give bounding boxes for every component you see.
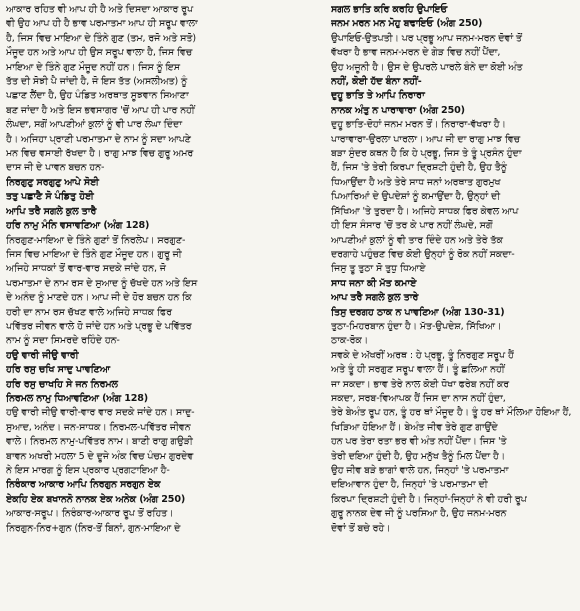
left-column-quote-line: ਏਕਹਿ ਏਕ ਬਖਾਨਨੋ ਨਾਨਕ ਏਕ ਅਨੇਕ (ਅੰਗ 250) (6, 493, 186, 505)
right-column-text-line: ਹਨ ਪਰ ਤੇਰਾ ਰਤਾ ਭਰ ਵੀ ਅੰਤ ਨਹੀਂ ਪੈਂਦਾ। ਜਿਸ 'ਤੇ (331, 436, 507, 448)
right-column-quote-line: ਜਨਮ ਮਰਨ ਮਨ ਮੋਹੁ ਬਢਾਇਓ (ਅੰਗ 250) (331, 18, 483, 30)
left-column-text-line: ਸੁਆਦ, ਅਨੰਦ। ਜਨ-ਸਾਧਕ। ਨਿਰਮਲ-ਪਵਿੱਤਰ ਜੀਵਨ (6, 421, 191, 433)
left-column-text-line: ਆਕਾਰ ਰਹਿਤ ਵੀ ਆਪ ਹੀ ਹੈ ਅਤੇ ਦਿਸਦਾ ਆਕਾਰ ਰੂਪ (6, 4, 193, 15)
right-column-text-line: ਤੇਰੇ ਬੇਅੰਤ ਰੂਪ ਹਨ, ਤੂੰ ਹਰ ਥਾਂ ਮੌਜੂਦ ਹੈ। ਤੂੰ ਹਰ ਥਾਂ ਮੌਲਿਆ ਹੋਇਆ ਹੈਂ, (331, 407, 572, 419)
left-column-text-line: ਆਕਾਰ-ਸਰੂਪ। ਨਿਰੰਕਾਰ-ਆਕਾਰ ਰੂਪ ਤੋਂ ਰਹਿਤ। (6, 508, 174, 520)
right-column-text-line: ਦਰਗਾਹੇ ਪਹੁੰਚਣ ਵਿਚ ਕੋਈ ਉਨ੍ਹਾਂ ਨੂੰ ਰੋਕ ਨਹੀਂ ਸਕਦਾ- (331, 248, 515, 260)
left-column-text-line: ਪਛਾਣ ਲੈਂਦਾ ਹੈ, ਉਹ ਪੰਡਿਤ ਅਰਥਾਤ ਸੂਝਵਾਨ ਸਿਆਣਾ (6, 90, 189, 102)
left-column-text-line: ਤੱਤ ਦੀ ਸੋਝੀ ਪੈ ਜਾਂਦੀ ਹੈ, ਜੋ ਇਸ ਤੱਤ (ਅਸਲੀਅਤ) ਨੂੰ (6, 76, 188, 88)
right-column-text-line: ਤੁਠਾ-ਮਿਹਰਬਾਨ ਹੁੰਦਾ ਹੈ। ਮੱਤ-ਉਪਦੇਸ਼, ਸਿੱਖਿਆ। (331, 320, 502, 332)
right-column-quote-line: ਦੁਹੂ ਭਾਤਿ ਤੇ ਆਪਿ ਨਿਰਾਰਾ (331, 90, 425, 102)
left-column-text-line: ਹੈ। ਅਜਿਹਾ ਪ੍ਰਾਣੀ ਪਰਮਾਤਮਾ ਦੇ ਨਾਮ ਨੂੰ ਸਦਾ ਆਪਣੇ (6, 133, 191, 145)
left-column-text-line: ਨਾਮ ਨੂੰ ਸਦਾ ਸਿਮਰਦੇ ਰਹਿੰਦੇ ਹਨ- (6, 335, 120, 347)
right-column-text-line: ਪਾਰਾਵਾਰਾ-ਉਰਲਾ ਪਾਰਲਾ। ਆਪ ਜੀ ਦਾ ਰਾਗੁ ਮਾਝ ਵਿਚ (331, 133, 521, 145)
left-column-text-line: ਬਣ ਜਾਂਦਾ ਹੈ ਅਤੇ ਇਸ ਭਵਸਾਗਰ 'ਚੋਂ ਆਪ ਹੀ ਪਾਰ ਨਹੀਂ (6, 104, 195, 116)
right-column-text-line: ਸਕਦਾ, ਸਰਬ-ਵਿਆਪਕ ਹੈਂ ਜਿਸ ਦਾ ਨਾਸ ਨਹੀਂ ਹੁੰਦਾ, (331, 392, 506, 404)
right-column-text-line: ਅਤੇ ਤੂੰ ਹੀ ਸਰਗੁਣ ਸਰੂਪ ਵਾਲਾ ਹੈਂ। ਤੂੰ ਛਲਿਆ ਨਹੀਂ (331, 364, 505, 376)
right-column-text-line: ਦੋਵਾਂ ਤੋਂ ਬਚੇ ਰਹੇ। (331, 522, 391, 534)
right-column-quote-line: ਨਹੀਂ, ਕੋਈ ਹੱਦ ਬੰਨਾ ਨਹੀਂ- (331, 76, 422, 88)
left-column-text-line: ਵਾਲੇ। ਨਿਰਮਲ ਨਾਮੁ-ਪਵਿੱਤਰ ਨਾਮ। ਬਾਣੀ ਰਾਗੁ ਗਉੜੀ (6, 436, 193, 448)
right-column-text-line: ਤੇਰੀ ਦਇਆ ਹੁੰਦੀ ਹੈ, ਉਹ ਮਨੁੱਖ ਤੈਨੂੰ ਮਿਲ ਪੈਂਦਾ ਹੈ। (331, 450, 506, 462)
right-column-text-line: ਆਪਣੀਆਂ ਕੁਲਾਂ ਨੂੰ ਵੀ ਤਾਰ ਦਿੰਦੇ ਹਨ ਅਤੇ ਤੇਰੇ ਤੱਕ (331, 234, 503, 246)
right-column-text-line: ਜਿਸੁ ਤੂ ਤੁਠਾ ਸੋ ਤੁਧੁ ਧਿਆਏ (331, 263, 426, 275)
left-column-text-line: ਹਉ ਵਾਰੀ ਜੀਉ ਵਾਰੀ-ਵਾਰ ਵਾਰ ਸਦਕੇ ਜਾਂਦੇ ਹਨ। ਸਾਦੁ- (6, 407, 195, 419)
left-column-quote-line: ਹਰਿ ਨਾਮੁ ਮੰਨਿ ਵਸਾਵਣਿਆ (ਅੰਗ 128) (6, 220, 150, 232)
left-column-text-line: ਵੀ ਉਹ ਆਪ ਹੀ ਹੈ ਭਾਵ ਪਰਮਾਤਮਾ ਆਪ ਹੀ ਸਰੂਪ ਵਾਲਾ (6, 18, 198, 30)
left-column-text-line: ਹਰੀ ਦਾ ਨਾਮ ਰਸ ਚੱਖਣ ਵਾਲੇ ਅਜਿਹੇ ਸਾਧਕ ਫਿਰ (6, 306, 172, 318)
left-column-text-line: ਪਵਿੱਤਰ ਜੀਵਨ ਵਾਲੇ ਹੋ ਜਾਂਦੇ ਹਨ ਅਤੇ ਪ੍ਰਭੂ ਦੇ ਪਵਿੱਤਰ (6, 320, 192, 332)
right-column-text-line: ਉਪਾਇਓ-ਉਤਪਤੀ। ਪਰ ਪ੍ਰਭੂ ਆਪ ਜਨਮ-ਮਰਨ ਦੋਵਾਂ ਤੋਂ (331, 32, 522, 44)
right-column-text-line: ਖਿੜਿਆ ਹੋਇਆ ਹੈਂ। ਬੇਅੰਤ ਜੀਵ ਤੇਰੇ ਗੁਣ ਗਾਉਂਦੇ (331, 421, 498, 433)
right-text-column (331, 3, 574, 609)
left-column-quote-line: ਨਿਰੰਕਾਰ ਆਕਾਰ ਆਪਿ ਨਿਰਗੁਨ ਸਰਗੁਨ ਏਕ (6, 479, 161, 491)
left-column-text-line: ਮਾਇਆ ਦੇ ਤਿੰਨੇ ਗੁਣ ਮੌਜੂਦ ਨਹੀਂ ਹਨ। ਜਿਸ ਨੂੰ ਇਸ (6, 61, 181, 73)
right-column-quote-line: ਨਾਨਕ ਅੰਤੁ ਨ ਪਾਰਾਵਾਰਾ (ਅੰਗ 250) (331, 104, 465, 116)
left-column-text-line: ਨਿਰਗੁਨ-ਨਿਰ+ਗੁਨ (ਨਿਰ-ਤੋਂ ਬਿਨਾਂ, ਗੁਨ-ਮਾਇਆ ਦੇ (6, 522, 181, 534)
right-column-text-line: ਕਿਰਪਾ ਦ੍ਰਿਸ਼ਟੀ ਹੁੰਦੀ ਹੈ। ਜਿਨ੍ਹਾਂ-ਜਿਨ੍ਹਾਂ ਨੇ ਵੀ ਹਰੀ ਰੂਪ (331, 493, 527, 505)
left-column-text-line: ਮਨ ਵਿਚ ਵਸਾਈ ਰੱਖਦਾ ਹੈ। ਰਾਗੁ ਮਾਝ ਵਿਚ ਗੁਰੂ ਅਮਰ (6, 148, 194, 160)
right-column-text-line: ਵੱਖਰਾ ਹੈ ਭਾਵ ਜਨਮ-ਮਰਨ ਦੇ ਗੇੜ ਵਿਚ ਨਹੀਂ ਪੈਂਦਾ, (331, 47, 501, 59)
right-column-quote-line: ਸਾਧ ਜਨਾ ਕੀ ਮੱਤ ਕਮਾਏ (331, 277, 417, 289)
left-column-quote-line: ਆਪਿ ਤਰੈ ਸਗਲੇ ਕੁਲ ਤਾਰੈ (6, 205, 97, 217)
right-column-text-line: ਠਾਕ-ਰੋਕ। (331, 335, 369, 347)
left-column-text-line: ਨਿਰਗੁਣ-ਮਾਇਆ ਦੇ ਤਿੰਨੇ ਗੁਣਾਂ ਤੋਂ ਨਿਰਲੇਪ। ਸਰਗੁਣ- (6, 234, 186, 246)
left-column-quote-line: ਹਰਿ ਰਸੁ ਚਾਖਹਿ ਸੇ ਜਨ ਨਿਰਮਲ (6, 378, 118, 390)
left-column-text-line: ਹੈ, ਜਿਸ ਵਿਚ ਮਾਇਆ ਦੇ ਤਿੰਨੇ ਗੁਣ (ਤਮ, ਰਜੋ ਅਤੇ ਸਤੋ) (6, 32, 196, 44)
left-column-text-line: ਨੇ ਇਸ ਮਾਰਗ ਨੂੰ ਇਸ ਪ੍ਰਕਾਰ ਪ੍ਰਗਟਾਇਆ ਹੈ- (6, 465, 170, 476)
left-column-text-line: ਦੇ ਅਨੰਦ ਨੂੰ ਮਾਣਦੇ ਹਨ। ਆਪ ਜੀ ਦੇ ਹੋਰ ਬਚਨ ਹਨ ਕਿ (6, 292, 192, 304)
right-column-text-line: ਬੜਾ ਸੁੰਦਰ ਕਥਨ ਹੈ ਕਿ ਹੇ ਪ੍ਰਭੂ, ਜਿਸ ਤੇ ਤੂੰ ਪ੍ਰਸੰਨ ਹੁੰਦਾ (331, 148, 522, 160)
right-column-text-line: ਉਹ ਅਜੂਨੀ ਹੈ। ਉਸ ਦੇ ਉਪਰਲੇ ਪਾਰਲੇ ਬੰਨੇ ਦਾ ਕੋਈ ਅੰਤ (331, 61, 523, 73)
left-column-quote-line: ਤਤੁ ਪਛਾਣੈ ਸੋ ਪੰਡਿਤੁ ਹੋਈ (6, 191, 94, 203)
left-column-quote-line: ਨਿਰਮਲ ਨਾਮੁ ਧਿਆਵਣਿਆ (ਅੰਗ 128) (6, 392, 149, 404)
left-column-text-line: ਜਿਸ ਵਿਚ ਮਾਇਆ ਦੇ ਤਿੰਨੇ ਗੁਣ ਮੌਜੂਦ ਹਨ। ਗੁਰੂ ਜੀ (6, 248, 182, 260)
right-column-quote-line: ਤਿਸੁ ਦਰਗਹ ਠਾਕ ਨ ਪਾਵਣਿਆ (ਅੰਗ 130-31) (331, 306, 505, 318)
left-text-column (6, 3, 322, 609)
right-column-text-line: ਜਾ ਸਕਦਾ। ਭਾਵ ਤੇਰੇ ਨਾਲ ਕੋਈ ਧੋਖਾ ਫਰੇਬ ਨਹੀਂ ਕਰ (331, 378, 510, 390)
left-column-quote-line: ਹਉ ਵਾਰੀ ਜੀਉ ਵਾਰੀ (6, 349, 79, 361)
right-column-quote-line: ਆਪ ਤਰੈ ਸਗਲੇ ਕੁਲ ਤਾਰੇ (331, 292, 419, 304)
right-column-text-line: ਸਿੱਖਿਆ 'ਤੇ ਤੁਰਦਾ ਹੈ। ਅਜਿਹੇ ਸਾਧਕ ਫਿਰ ਕੇਵਲ ਆਪ (331, 205, 519, 217)
right-column-text-line: ਧਿਆਉਂਦਾ ਹੈ ਅਤੇ ਤੇਰੇ ਸਾਧ ਜਨਾਂ ਅਰਥਾਤ ਗੁਰਮੁਖ (331, 176, 501, 188)
right-column-text-line: ਉਹ ਜੀਵ ਬੜੇ ਭਾਗਾਂ ਵਾਲੇ ਹਨ, ਜਿਨ੍ਹਾਂ 'ਤੇ ਪਰਮਾਤਮਾ (331, 465, 509, 476)
left-column-text-line: ਪਰਮਾਤਮਾ ਦੇ ਨਾਮ ਰਸ ਦੇ ਸੁਆਦ ਨੂੰ ਚੱਖਦੇ ਹਨ ਅਤੇ ਇਸ (6, 277, 198, 289)
right-column-text-line: ਦੁਹੂ ਭਾਤਿ-ਦੋਹਾਂ ਜਨਮ ਮਰਨ ਤੋਂ। ਨਿਰਾਰਾ-ਵੱਖਰਾ ਹੈ। (331, 119, 506, 131)
right-column-quote-line: ਸਗਲ ਭਾਤਿ ਕਰਿ ਕਰਹਿ ਉਪਾਇਓ (331, 4, 448, 15)
left-column-quote-line: ਹਰਿ ਰਸੁ ਚਖਿ ਸਾਦੁ ਪਾਵਣਿਆ (6, 364, 111, 376)
left-column-text-line: ਲੰਘਦਾ, ਸਗੋਂ ਆਪਣੀਆਂ ਕੁਲਾਂ ਨੂੰ ਵੀ ਪਾਰ ਲੰਘਾ ਦਿੰਦਾ (6, 119, 182, 131)
right-column-text-line: ਪਿਆਰਿਆਂ ਦੇ ਉਪਦੇਸ਼ਾਂ ਨੂੰ ਕਮਾਉਂਦਾ ਹੈ, ਉਨ੍ਹਾਂ ਦੀ (331, 191, 501, 203)
right-column-text-line: ਦਇਆਵਾਨ ਹੁੰਦਾ ਹੈ, ਜਿਨ੍ਹਾਂ 'ਤੇ ਪਰਮਾਤਮਾ ਦੀ (331, 479, 488, 491)
left-column-quote-line: ਨਿਰਗੁਣੁ ਸਰਗੁਣੁ ਆਪੇ ਸੋਈ (6, 176, 99, 188)
right-column-text-line: ਹੀ ਇਸ ਸੰਸਾਰ 'ਚੋਂ ਤਰ ਕੇ ਪਾਰ ਨਹੀਂ ਲੰਘਦੇ, ਸਗੋਂ (331, 220, 493, 232)
left-column-text-line: ਦਾਸ ਜੀ ਦੇ ਪਾਵਨ ਬਚਨ ਹਨ- (6, 162, 105, 174)
left-column-text-line: ਬਾਵਨ ਅਖਰੀ ਮਹਲਾ 5 ਦੇ ਦੂਜੇ ਅੰਕ ਵਿਚ ਪੰਚਮ ਗੁਰਦੇਵ (6, 450, 194, 462)
right-column-text-line: ਹੈਂ, ਜਿਸ 'ਤੇ ਤੇਰੀ ਕਿਰਪਾ ਦ੍ਰਿਸ਼ਟੀ ਹੁੰਦੀ ਹੈ, ਉਹ ਤੈਨੂੰ (331, 162, 507, 174)
left-column-text-line: ਮੌਜੂਦ ਹਨ ਅਤੇ ਆਪ ਹੀ ਉਸ ਸਰੂਪ ਵਾਲਾ ਹੈ, ਜਿਸ ਵਿਚ (6, 47, 193, 59)
left-column-text-line: ਅਜਿਹੇ ਸਾਧਕਾਂ ਤੋਂ ਵਾਰ-ਵਾਰ ਸਦਕੇ ਜਾਂਦੇ ਹਨ, ਜੋ (6, 263, 166, 275)
right-column-text-line: ਸਵਕੇ ਦੇ ਅੱਖਰੀਂ ਅਰਥ : ਹੇ ਪ੍ਰਭੂ, ਤੂੰ ਨਿਰਗੁਣ ਸਰੂਪ ਹੈਂ (331, 349, 514, 361)
right-column-text-line: ਗੁਰੂ ਨਾਨਕ ਦੇਵ ਜੀ ਨੂੰ ਪਰਸਿਆ ਹੈ, ਉਹ ਜਨਮ-ਮਰਨ (331, 508, 507, 520)
